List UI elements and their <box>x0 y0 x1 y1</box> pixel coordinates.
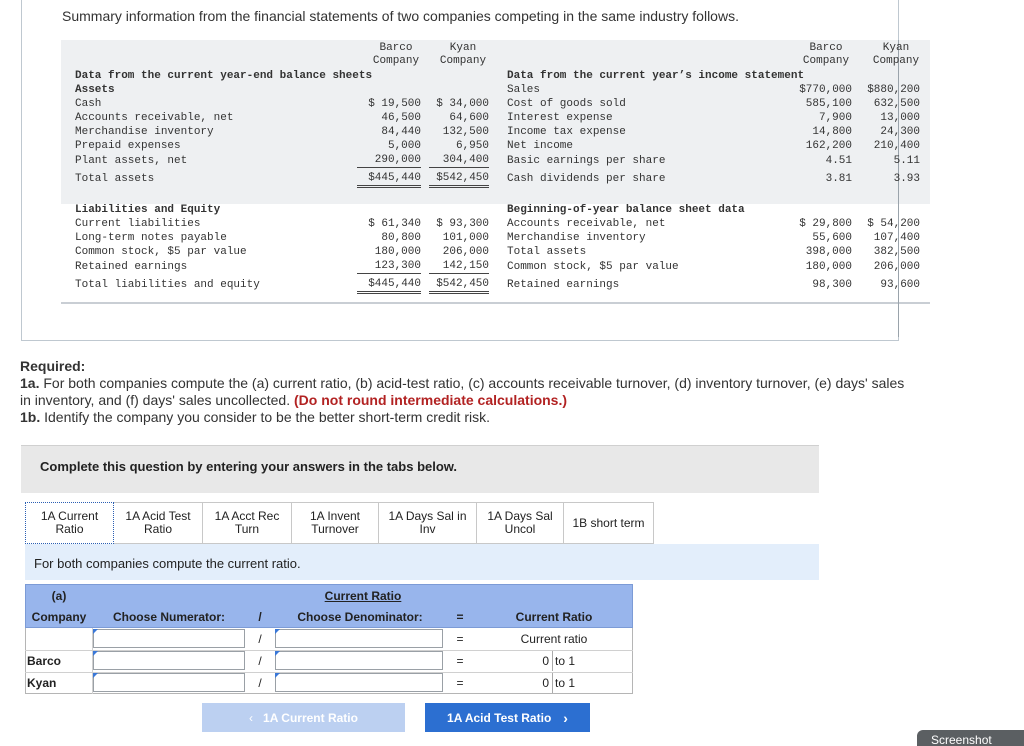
income-label: Interest expense <box>507 112 613 124</box>
asset-value-kyan: 6,950 <box>455 140 489 152</box>
asset-value-kyan: 64,600 <box>449 112 489 124</box>
asset-value-barco: 84,440 <box>381 126 421 138</box>
asset-label: Prepaid expenses <box>75 140 181 152</box>
asset-label: Merchandise inventory <box>75 126 214 138</box>
result-sublabel: Current ratio <box>520 632 588 646</box>
result-header: Current Ratio <box>515 609 593 624</box>
beginning-label: Merchandise inventory <box>507 232 646 244</box>
numerator-select[interactable] <box>93 629 245 648</box>
asset-value-barco: 290,000 <box>357 154 421 168</box>
liability-label: Current liabilities <box>75 218 201 230</box>
asset-total-barco: $445,440 <box>357 172 421 188</box>
income-value-kyan: 632,500 <box>873 98 920 110</box>
barco-result-unit: to 1 <box>555 654 576 668</box>
asset-value-kyan: $ 34,000 <box>436 98 489 110</box>
tab-days-sal-uncol[interactable]: 1A Days Sal Uncol <box>477 502 564 544</box>
liability-label: Long-term notes payable <box>75 232 227 244</box>
income-value-barco: 162,200 <box>805 140 852 152</box>
equals-sign: = <box>456 654 464 668</box>
liability-value-barco: 180,000 <box>374 246 421 258</box>
asset-label: Total assets <box>75 173 155 185</box>
beginning-label: Common stock, $5 par value <box>507 261 679 273</box>
asset-value-kyan: 304,400 <box>429 154 489 168</box>
asset-label: Plant assets, net <box>75 155 188 167</box>
income-value-barco: 14,800 <box>812 126 852 138</box>
asset-label: Accounts receivable, net <box>75 112 234 124</box>
income-label: Sales <box>507 84 541 96</box>
income-label: Net income <box>507 140 574 152</box>
tab-invent-turnover[interactable]: 1A Invent Turnover <box>292 502 379 544</box>
income-value-barco: 585,100 <box>805 98 852 110</box>
next-tab-button[interactable] <box>425 703 590 732</box>
liability-value-kyan: 206,000 <box>442 246 489 258</box>
income-value-kyan: 24,300 <box>880 126 920 138</box>
beginning-value-kyan: 382,500 <box>873 246 920 258</box>
income-title: Data from the current year’s income statement <box>507 70 805 82</box>
beginning-value-barco: 180,000 <box>805 261 852 273</box>
question-1b: 1b. Identify the company you consider to be the better short-term credit risk. <box>20 409 490 425</box>
income-value-kyan: $880,200 <box>867 84 920 96</box>
income-value-barco: 7,900 <box>818 112 852 124</box>
rounding-warning: (Do not round intermediate calculations.) <box>294 392 568 408</box>
beginning-label: Total assets <box>507 246 587 258</box>
income-value-kyan: 13,000 <box>880 112 920 124</box>
barco-denominator-input[interactable] <box>275 651 443 670</box>
beginning-title: Beginning-of-year balance sheet data <box>507 204 745 216</box>
barco-result-value: 0 <box>475 651 553 671</box>
income-label: Cost of goods sold <box>507 98 626 110</box>
income-value-kyan: 210,400 <box>873 140 920 152</box>
slash-sign: / <box>258 632 262 646</box>
kyan-result-unit: to 1 <box>555 676 576 690</box>
beginning-value-kyan: 206,000 <box>873 261 920 273</box>
asset-value-barco: 5,000 <box>387 140 421 152</box>
liability-label: Common stock, $5 par value <box>75 246 247 258</box>
beginning-value-barco: 55,600 <box>812 232 852 244</box>
liability-total-kyan: $542,450 <box>429 278 489 294</box>
asset-value-kyan: 132,500 <box>442 126 489 138</box>
required-heading: Required: <box>20 358 86 374</box>
grid-title: Current Ratio <box>324 588 402 603</box>
instructions-text: Complete this question by entering your answers in the tabs below. <box>40 459 458 474</box>
slash-sign: / <box>258 654 262 668</box>
tab-days-sal-in-inv[interactable]: 1A Days Sal in Inv <box>379 502 477 544</box>
part-label: (a) <box>51 588 67 603</box>
kyan-denominator-input[interactable] <box>275 673 443 692</box>
asset-value-barco: $ 19,500 <box>368 98 421 110</box>
liabilities-heading: Liabilities and Equity <box>75 204 221 216</box>
tab-acct-rec-turn[interactable]: 1A Acct Rec Turn <box>203 502 292 544</box>
previous-tab-label: 1A Current Ratio <box>263 710 358 725</box>
slash-sign: / <box>258 676 262 690</box>
income-value-kyan: 3.93 <box>893 173 920 185</box>
current-ratio-grid <box>25 584 633 694</box>
instructions-banner <box>21 445 819 493</box>
tab-instruction: For both companies compute the current ratio. <box>34 556 301 571</box>
balance-header-kyan: Kyan Company <box>439 42 487 67</box>
income-value-barco: 3.81 <box>825 173 852 185</box>
beginning-value-kyan: $ 54,200 <box>867 218 920 230</box>
numerator-header: Choose Numerator: <box>112 609 225 624</box>
equals-sign: = <box>456 632 464 646</box>
kyan-result-value: 0 <box>475 673 553 693</box>
beginning-value-kyan: 107,400 <box>873 232 920 244</box>
assets-heading: Assets <box>75 84 115 96</box>
liability-value-barco: 123,300 <box>357 260 421 274</box>
beginning-label: Retained earnings <box>507 279 620 291</box>
income-value-barco: $770,000 <box>799 84 852 96</box>
balance-title: Data from the current year-end balance sheets <box>75 70 373 82</box>
answer-tabs <box>25 502 654 544</box>
required-section <box>20 358 910 426</box>
chevron-left-icon: ‹ <box>249 710 254 725</box>
equals-sign: = <box>456 676 464 690</box>
liability-value-kyan: 101,000 <box>442 232 489 244</box>
kyan-numerator-input[interactable] <box>93 673 245 692</box>
income-value-barco: 4.51 <box>825 155 852 167</box>
denominator-header: Choose Denominator: <box>297 609 423 624</box>
problem-intro: Summary information from the financial statements of two companies competing in the same industry follows. <box>62 8 739 24</box>
beginning-value-barco: 398,000 <box>805 246 852 258</box>
beginning-value-barco: 98,300 <box>812 279 852 291</box>
question-1a: 1a. For both companies compute the (a) current ratio, (b) acid-test ratio, (c) accounts receivable turnover, (d) inventory turnover, (e) days' sales in inventory, and (f) days' sales uncollected. (Do not round intermediate calculations.) <box>20 375 905 408</box>
liability-total-barco: $445,440 <box>357 278 421 294</box>
asset-total-kyan: $542,450 <box>429 172 489 188</box>
financial-statements <box>61 40 930 304</box>
tab-1b-short-term[interactable]: 1B short term <box>564 502 654 544</box>
tab-current-ratio[interactable]: 1A Current Ratio <box>25 502 114 544</box>
income-header-kyan: Kyan Company <box>872 42 920 67</box>
liability-label: Total liabilities and equity <box>75 279 260 291</box>
beginning-value-barco: $ 29,800 <box>799 218 852 230</box>
company-header: Company <box>31 609 87 624</box>
screenshot-button[interactable]: Screenshot <box>917 730 1024 746</box>
income-label: Basic earnings per share <box>507 155 666 167</box>
previous-tab-button[interactable] <box>202 703 405 732</box>
barco-numerator-input[interactable] <box>93 651 245 670</box>
asset-value-barco: 46,500 <box>381 112 421 124</box>
beginning-value-kyan: 93,600 <box>880 279 920 291</box>
slash-header: / <box>258 609 262 624</box>
company-barco: Barco <box>27 654 62 668</box>
chevron-right-icon: › <box>563 709 568 726</box>
income-label: Cash dividends per share <box>507 173 666 185</box>
next-tab-label: 1A Acid Test Ratio <box>447 710 552 725</box>
tab-acid-test-ratio[interactable]: 1A Acid Test Ratio <box>114 502 203 544</box>
balance-header-barco: Barco Company <box>372 42 420 67</box>
liability-value-barco: 80,800 <box>381 232 421 244</box>
liability-value-kyan: $ 93,300 <box>436 218 489 230</box>
denominator-select[interactable] <box>275 629 443 648</box>
asset-label: Cash <box>75 98 102 110</box>
liability-value-barco: $ 61,340 <box>368 218 421 230</box>
beginning-label: Accounts receivable, net <box>507 218 666 230</box>
income-header-barco: Barco Company <box>802 42 850 67</box>
liability-value-kyan: 142,150 <box>429 260 489 274</box>
income-label: Income tax expense <box>507 126 626 138</box>
income-value-kyan: 5.11 <box>893 155 920 167</box>
company-kyan: Kyan <box>27 676 57 690</box>
equals-header: = <box>456 609 464 624</box>
tab-instruction-bar <box>25 544 819 580</box>
liability-label: Retained earnings <box>75 261 188 273</box>
